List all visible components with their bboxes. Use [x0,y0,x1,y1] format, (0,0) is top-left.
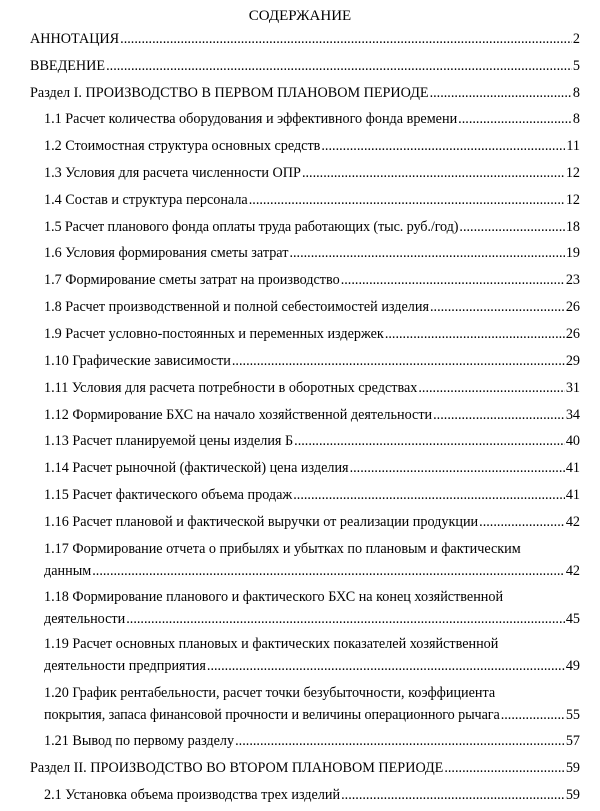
leader-dots [126,610,565,628]
leader-dots [207,657,565,675]
toc-entry-label: 1.15 Расчет фактического объема продаж [44,487,293,503]
toc-entry-label: ВВЕДЕНИЕ [30,58,106,74]
toc-page-number: 59 [565,760,580,776]
leader-dots [294,432,565,450]
toc-page-number: 42 [565,563,580,579]
toc-page-number: 26 [565,326,580,342]
leader-dots [430,298,565,316]
leader-dots [106,57,572,75]
toc-entry-1-11[interactable] [44,379,580,397]
toc-entry-1-12[interactable] [44,406,580,424]
toc-entry-1-1[interactable] [44,110,580,128]
leader-dots [321,137,565,155]
toc-entry-label-line1: 1.19 Расчет основных плановых и фактических показателей хозяйственной [44,636,499,652]
toc-entry-1-21[interactable] [44,732,580,750]
leader-dots [232,352,565,370]
toc-entry-annotation[interactable] [30,30,580,48]
leader-dots [249,191,565,209]
toc-entry-1-10[interactable] [44,352,580,370]
page-title: СОДЕРЖАНИЕ [248,8,352,24]
toc-entry-1-20[interactable] [44,684,580,724]
toc-page-number: 12 [565,165,580,181]
toc-entry-label: 1.4 Состав и структура персонала [44,192,248,208]
toc-entry-1-14[interactable] [44,459,580,477]
toc-entry-1-3[interactable] [44,164,580,182]
toc-entry-label: 1.3 Условия для расчета численности ОПР [44,165,301,181]
leader-dots [479,513,565,531]
leader-dots [302,164,565,182]
toc-page-number: 12 [565,192,580,208]
toc-entry-label: 1.11 Условия для расчета потребности в оборотных средствах [44,380,418,396]
toc-entry-label: 1.8 Расчет производственной и полной себестоимостей изделия [44,299,429,315]
toc-entry-label-line1: 1.17 Формирование отчета о прибылях и убытках по плановым и фактическим [44,541,521,557]
toc-entry-label: покрытия, запаса финансовой прочности и величины операционного рычага [44,707,500,723]
leader-dots [418,379,564,397]
toc-entry-label: Раздел II. ПРОИЗВОДСТВО ВО ВТОРОМ ПЛАНОВОМ ПЕРИОДЕ [30,760,444,776]
toc-page-number: 26 [565,299,580,315]
leader-dots [289,244,564,262]
leader-dots [433,406,565,424]
leader-dots [120,30,572,48]
toc-entry-1-7[interactable] [44,271,580,289]
toc-page-number: 41 [565,460,580,476]
toc-entry-1-13[interactable] [44,432,580,450]
leader-dots [501,706,565,724]
leader-dots [293,486,565,504]
toc-page-number: 34 [565,407,580,423]
toc-entry-label: 1.21 Вывод по первому разделу [44,733,235,749]
toc-entry-label: данным [44,563,92,579]
toc-entry-section-2[interactable] [30,759,580,777]
toc-page-number: 45 [565,611,580,627]
leader-dots [350,459,565,477]
toc-page-number: 49 [565,658,580,674]
toc-page-number: 11 [566,138,580,154]
leader-dots [385,325,565,343]
toc-entry-label: 2.1 Установка объема производства трех изделий [44,787,341,803]
toc-entry-1-16[interactable] [44,513,580,531]
toc-entry-label: деятельности предприятия [44,658,206,674]
toc-entry-label: 1.5 Расчет планового фонда оплаты труда работающих (тыс. руб./год) [44,219,459,235]
toc-entry-1-6[interactable] [44,244,580,262]
toc-entry-label: 1.1 Расчет количества оборудования и эффективного фонда времени [44,111,458,127]
leader-dots [341,786,565,804]
toc-page-number: 59 [565,787,580,803]
toc-entry-label: 1.16 Расчет плановой и фактической выручки от реализации продукции [44,514,479,530]
leader-dots [458,110,572,128]
toc-entry-label: 1.6 Условия формирования сметы затрат [44,245,289,261]
toc-page-number: 40 [565,433,580,449]
toc-page-number: 19 [565,245,580,261]
leader-dots [341,271,565,289]
toc-entry-1-9[interactable] [44,325,580,343]
toc-entry-label: деятельности [44,611,126,627]
leader-dots [92,562,565,580]
toc-page-number: 55 [565,707,580,723]
toc-entry-1-8[interactable] [44,298,580,316]
toc-entry-1-17[interactable] [44,540,580,580]
toc-entry-2-1[interactable] [44,786,580,804]
leader-dots [235,732,565,750]
toc-page-number: 29 [565,353,580,369]
toc-entry-label: 1.13 Расчет планируемой цены изделия Б [44,433,294,449]
toc-page-number: 57 [565,733,580,749]
toc-page-number: 2 [572,31,580,47]
toc-entry-label: 1.7 Формирование сметы затрат на производство [44,272,340,288]
toc-entry-label: 1.9 Расчет условно-постоянных и переменных издержек [44,326,384,342]
toc-entry-1-19[interactable] [44,635,580,675]
toc-entry-label: 1.10 Графические зависимости [44,353,231,369]
toc-page-number: 18 [565,219,580,235]
toc-page-number: 31 [565,380,580,396]
toc-page-number: 42 [565,514,580,530]
toc-entry-1-5[interactable] [44,218,580,236]
leader-dots [444,759,564,777]
toc-entry-label-line1: 1.18 Формирование планового и фактического БХС на конец хозяйственной [44,589,504,605]
toc-entry-label: 1.2 Стоимостная структура основных средств [44,138,321,154]
toc-entry-1-2[interactable] [44,137,580,155]
toc-entry-section-1[interactable] [30,84,580,102]
toc-page-number: 41 [565,487,580,503]
toc-entry-1-18[interactable] [44,588,580,628]
toc-page-number: 23 [565,272,580,288]
toc-entry-introduction[interactable] [30,57,580,75]
toc-page-number: 8 [572,111,580,127]
toc-entry-label: Раздел I. ПРОИЗВОДСТВО В ПЕРВОМ ПЛАНОВОМ ПЕРИОДЕ [30,85,429,101]
toc-entry-label: 1.14 Расчет рыночной (фактической) цена изделия [44,460,349,476]
leader-dots [459,218,564,236]
toc-entry-label-line1: 1.20 График рентабельности, расчет точки безубыточности, коэффициента [44,685,496,701]
toc-page-number: 5 [572,58,580,74]
leader-dots [430,84,572,102]
toc-entry-label: АННОТАЦИЯ [30,31,120,47]
toc-page-number: 8 [572,85,580,101]
toc-entry-1-15[interactable] [44,486,580,504]
toc-entry-label: 1.12 Формирование БХС на начало хозяйственной деятельности [44,407,433,423]
toc-entry-1-4[interactable] [44,191,580,209]
